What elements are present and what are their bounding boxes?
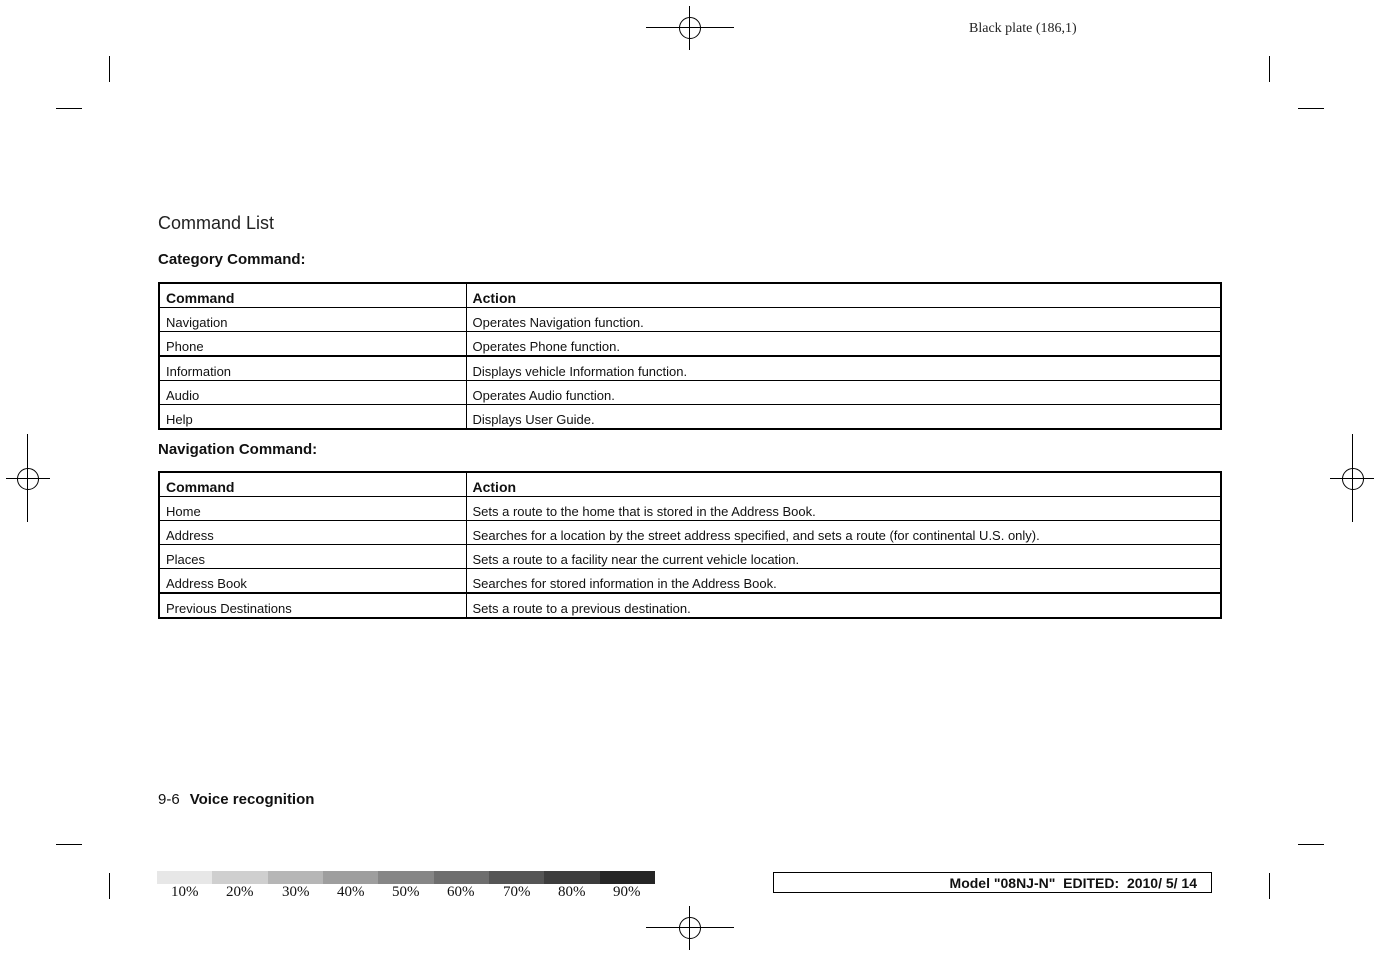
gray-scale-label: 20% — [226, 884, 254, 900]
gray-scale-label: 50% — [392, 884, 420, 900]
table-header-row — [159, 472, 1221, 497]
gray-swatch — [489, 871, 544, 884]
footer-section-name: Voice recognition — [189, 791, 315, 808]
gray-scale-label: 90% — [613, 884, 641, 900]
gray-scale-label: 10% — [171, 884, 199, 900]
gray-scale-label: 70% — [503, 884, 531, 900]
action-cell: Searches for a location by the street address specified, and sets a route (for continental U.S. only). — [466, 521, 1221, 545]
gray-swatch — [212, 871, 267, 884]
plate-label: Black plate (186,1) — [969, 21, 1077, 36]
gray-swatch — [157, 871, 212, 884]
column-header-command: Command — [159, 472, 466, 497]
column-header-action: Action — [466, 472, 1221, 497]
table-row — [159, 356, 1221, 381]
action-cell: Searches for stored information in the Address Book. — [466, 569, 1221, 594]
column-header-action: Action — [466, 283, 1221, 308]
gray-scale-bar — [157, 871, 655, 884]
table-row — [159, 569, 1221, 594]
table-row — [159, 405, 1221, 430]
command-cell: Help — [159, 405, 466, 430]
page-number: 9-6 — [158, 791, 180, 808]
gray-swatch — [378, 871, 433, 884]
action-cell: Operates Navigation function. — [466, 308, 1221, 332]
table-row — [159, 521, 1221, 545]
gray-swatch — [323, 871, 378, 884]
action-cell: Operates Audio function. — [466, 381, 1221, 405]
gray-swatch — [600, 871, 655, 884]
action-cell: Sets a route to a facility near the current vehicle location. — [466, 545, 1221, 569]
column-header-command: Command — [159, 283, 466, 308]
command-cell: Places — [159, 545, 466, 569]
table-row — [159, 593, 1221, 618]
gray-scale-label: 80% — [558, 884, 586, 900]
action-cell: Displays User Guide. — [466, 405, 1221, 430]
category-command-table — [158, 282, 1222, 430]
model-edited-box: Model "08NJ-N" EDITED: 2010/ 5/ 14 — [773, 872, 1212, 893]
table-header-row — [159, 283, 1221, 308]
table-row — [159, 308, 1221, 332]
command-cell: Address — [159, 521, 466, 545]
table-row — [159, 545, 1221, 569]
gray-swatch — [544, 871, 599, 884]
gray-scale-label: 30% — [282, 884, 310, 900]
command-cell: Home — [159, 497, 466, 521]
table-row — [159, 497, 1221, 521]
navigation-command-title: Navigation Command: — [158, 441, 318, 458]
command-cell: Phone — [159, 332, 466, 357]
command-cell: Address Book — [159, 569, 466, 594]
category-command-title: Category Command: — [158, 251, 306, 268]
action-cell: Sets a route to a previous destination. — [466, 593, 1221, 618]
action-cell: Operates Phone function. — [466, 332, 1221, 357]
command-cell: Navigation — [159, 308, 466, 332]
command-cell: Previous Destinations — [159, 593, 466, 618]
command-cell: Information — [159, 356, 466, 381]
gray-swatch — [268, 871, 323, 884]
gray-scale-label: 60% — [447, 884, 475, 900]
action-cell: Sets a route to the home that is stored in the Address Book. — [466, 497, 1221, 521]
table-row — [159, 381, 1221, 405]
navigation-command-table — [158, 471, 1222, 619]
gray-swatch — [434, 871, 489, 884]
command-cell: Audio — [159, 381, 466, 405]
table-row — [159, 332, 1221, 357]
gray-scale-label: 40% — [337, 884, 365, 900]
section-title: Command List — [158, 213, 275, 233]
action-cell: Displays vehicle Information function. — [466, 356, 1221, 381]
page-footer — [158, 791, 314, 808]
